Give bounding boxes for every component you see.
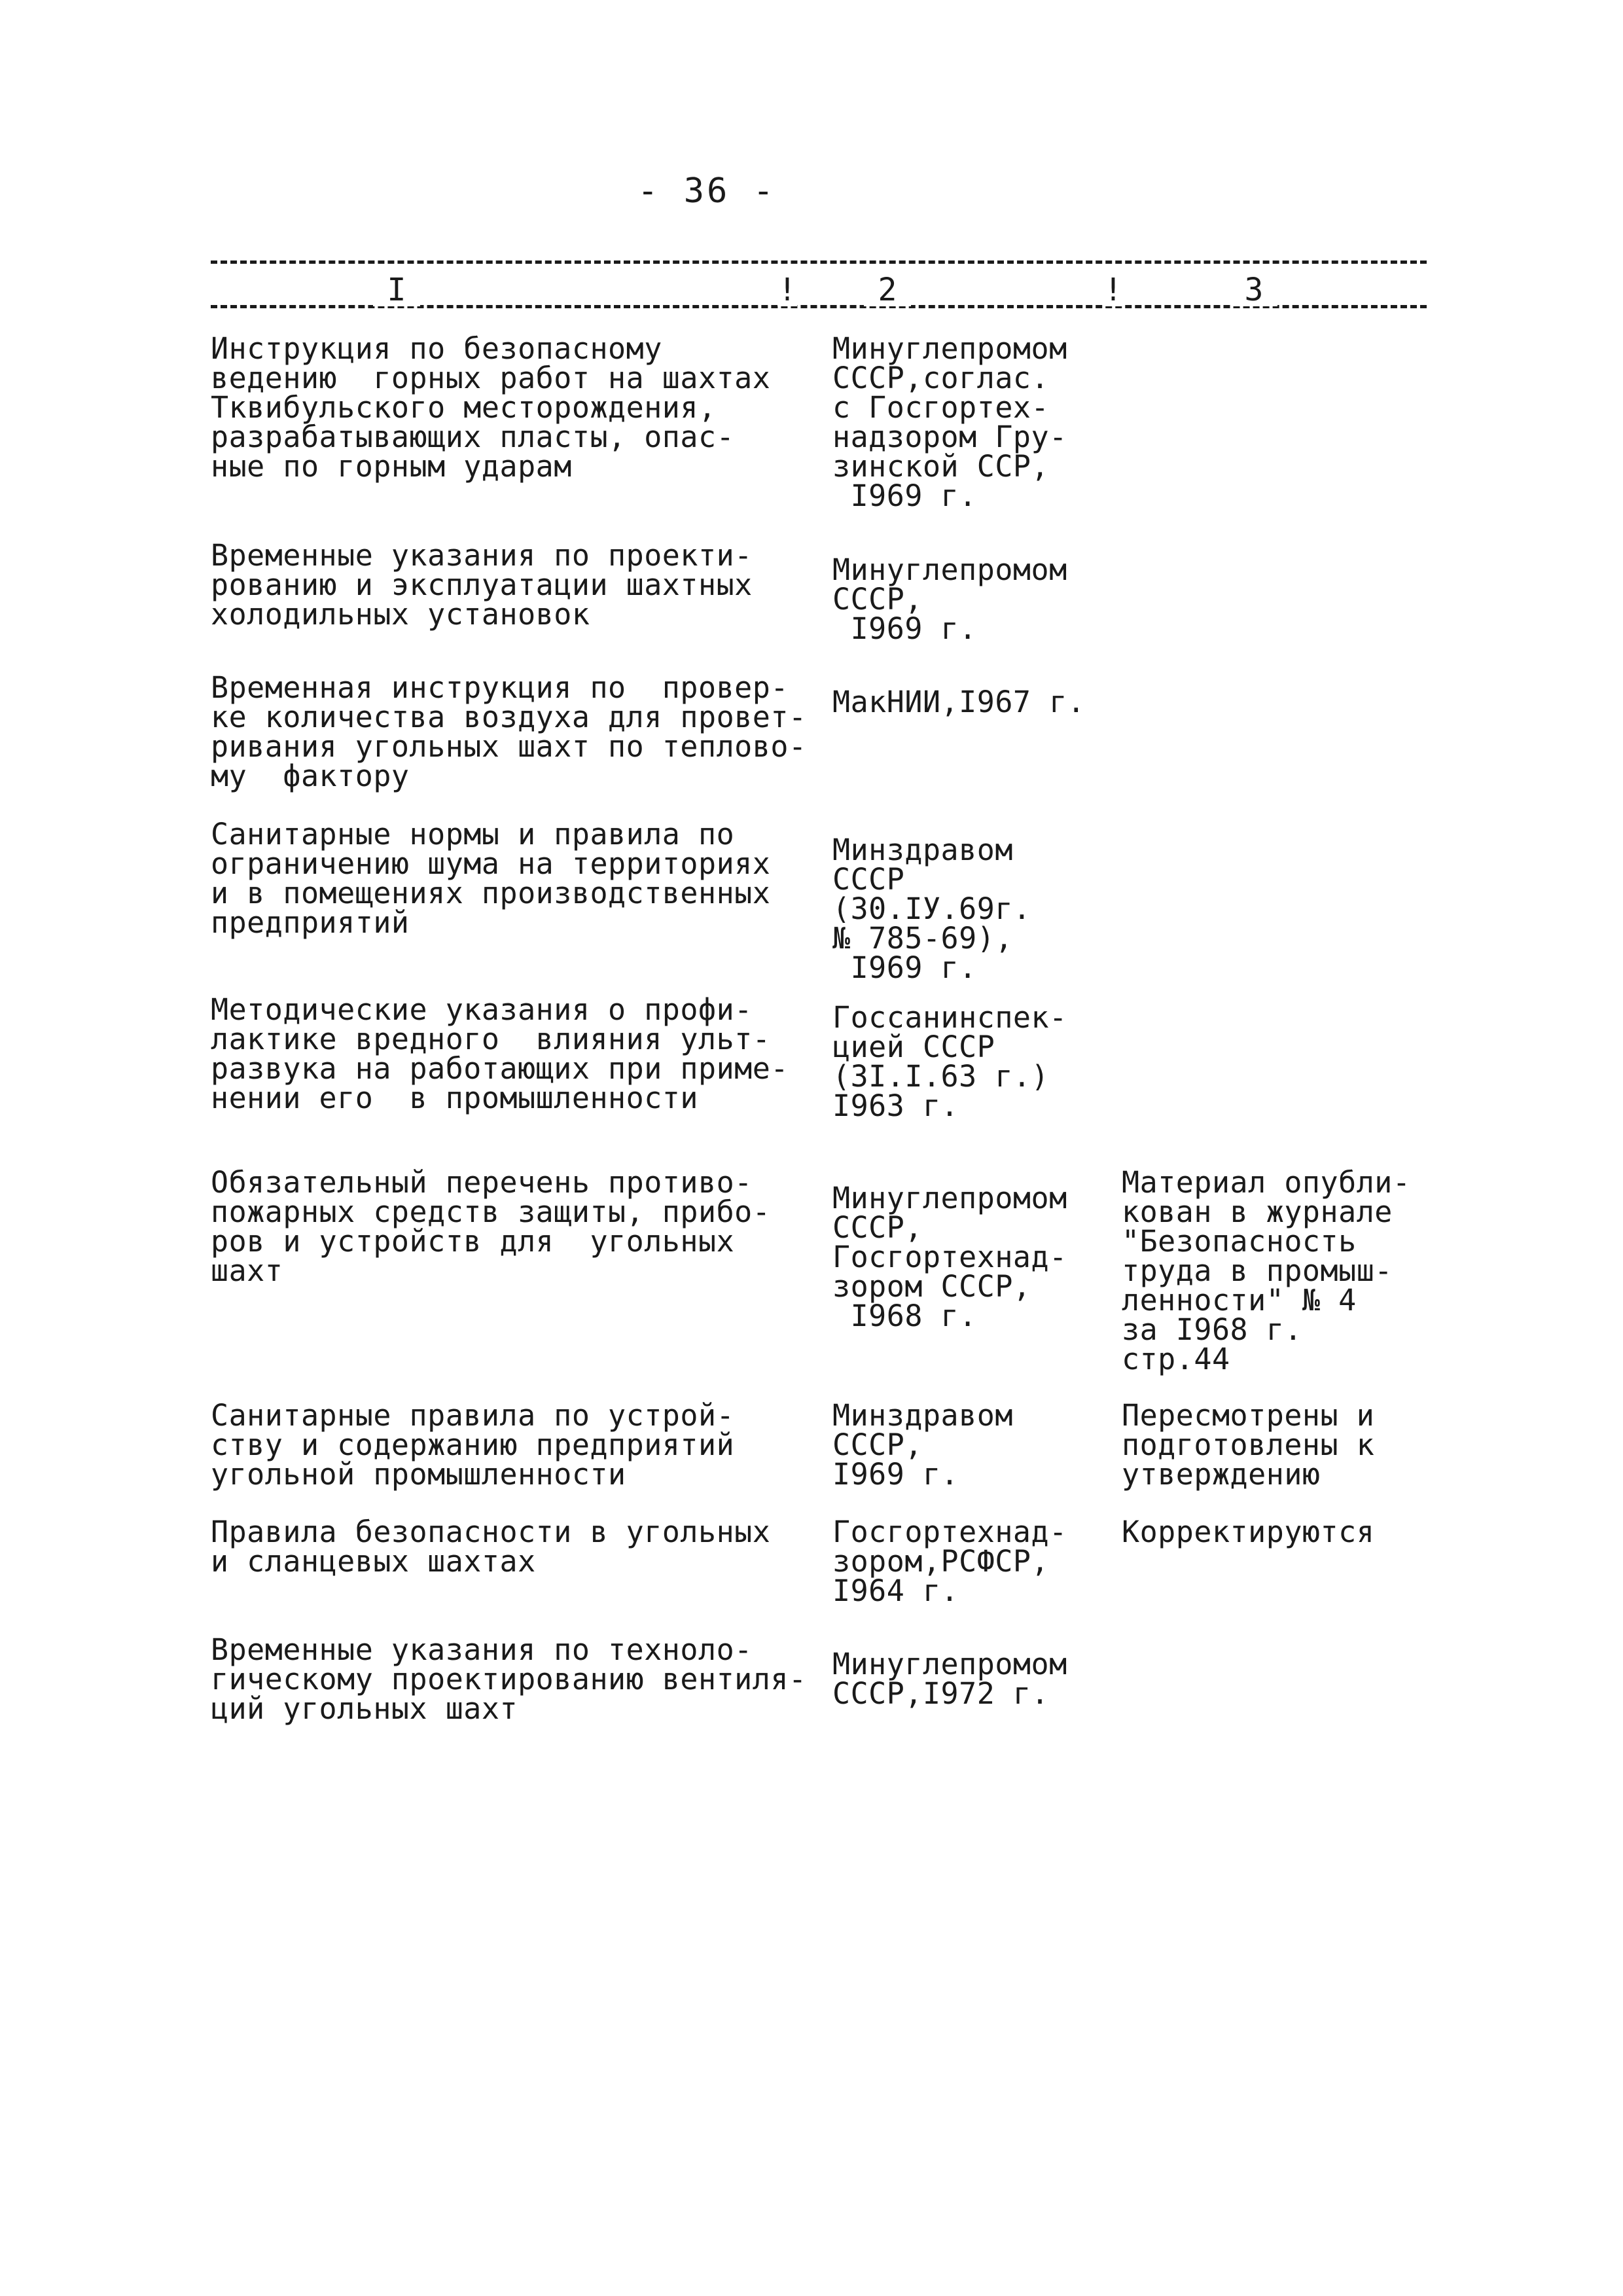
table-row-8-title: Правила безопасности в угольных и сланцевых шахтах	[211, 1515, 771, 1579]
table-row-3-issued-by: МакНИИ,I967 г.	[832, 685, 1086, 719]
column-header-3: 3	[1230, 274, 1277, 306]
table-row-8-note: Корректируются	[1122, 1515, 1375, 1549]
table-row-8-issued-by: Госгортехнад- зором,РСФСР, I964 г.	[832, 1515, 1067, 1608]
table-row-9-issued-by: Минуглепромом СССР,I972 г.	[832, 1647, 1067, 1711]
table-row-2-issued-by: Минуглепромом СССР, I969 г.	[832, 552, 1067, 646]
column-separator-1: !	[777, 272, 797, 308]
column-header-1: I	[373, 274, 420, 306]
table-row-6-issued-by: Минуглепромом СССР, Госгортехнад- зором СССР, I968 г.	[832, 1181, 1067, 1333]
table-row-3-title: Временная инструкция по провер- ке количества воздуха для провет- ривания угольных шахт по теплово- му фактору	[211, 670, 807, 793]
table-row-2-title: Временные указания по проекти- рованию и эксплуатации шахтных холодильных установок	[211, 538, 753, 632]
table-row-6-title: Обязательный перечень противо- пожарных средств защиты, прибо- ров и устройств для угольных шахт	[211, 1165, 771, 1288]
table-row-7-note: Пересмотрены и подготовлены к утверждению	[1122, 1398, 1375, 1492]
table-row-6-note: Материал опубли- кован в журнале "Безопасность труда в промыш- ленности" № 4 за I968 г. стр.44	[1122, 1165, 1411, 1376]
table-body	[211, 0, 1427, 2296]
table-row-1-title: Инструкция по безопасному ведению горных работ на шахтах Тквибульского месторождения, разрабатывающих пласты, опас- ные по горным ударам	[211, 331, 771, 484]
table-row-4-title: Санитарные нормы и правила по ограничению шума на территориях и в помещениях производственных предприятий	[211, 817, 771, 940]
table-row-5-title: Методические указания о профи- лактике вредного влияния ульт- развука на работающих при приме- нении его в промышленности	[211, 992, 789, 1115]
table-row-4-issued-by: Минздравом СССР (30.IУ.69г. № 785-69), I969 г.	[832, 833, 1031, 985]
table-row-5-issued-by: Госсанинспек- цией СССР (3I.I.63 г.) I963 г.	[832, 1000, 1067, 1123]
column-separator-2: !	[1103, 272, 1123, 308]
table-row-9-title: Временные указания по техноло- гическому проектированию вентиля- ций угольных шахт	[211, 1632, 807, 1726]
table-row-7-issued-by: Минздравом СССР, I969 г.	[832, 1398, 1013, 1492]
column-header-2: 2	[864, 274, 911, 306]
table-row-7-title: Санитарные правила по устрой- ству и содержанию предприятий угольной промышленности	[211, 1398, 735, 1492]
table-row-1-issued-by: Минуглепромом СССР,соглас. с Госгортех- надзором Гру- зинской ССР, I969 г.	[832, 331, 1067, 513]
page-number: - 36 -	[637, 171, 776, 211]
